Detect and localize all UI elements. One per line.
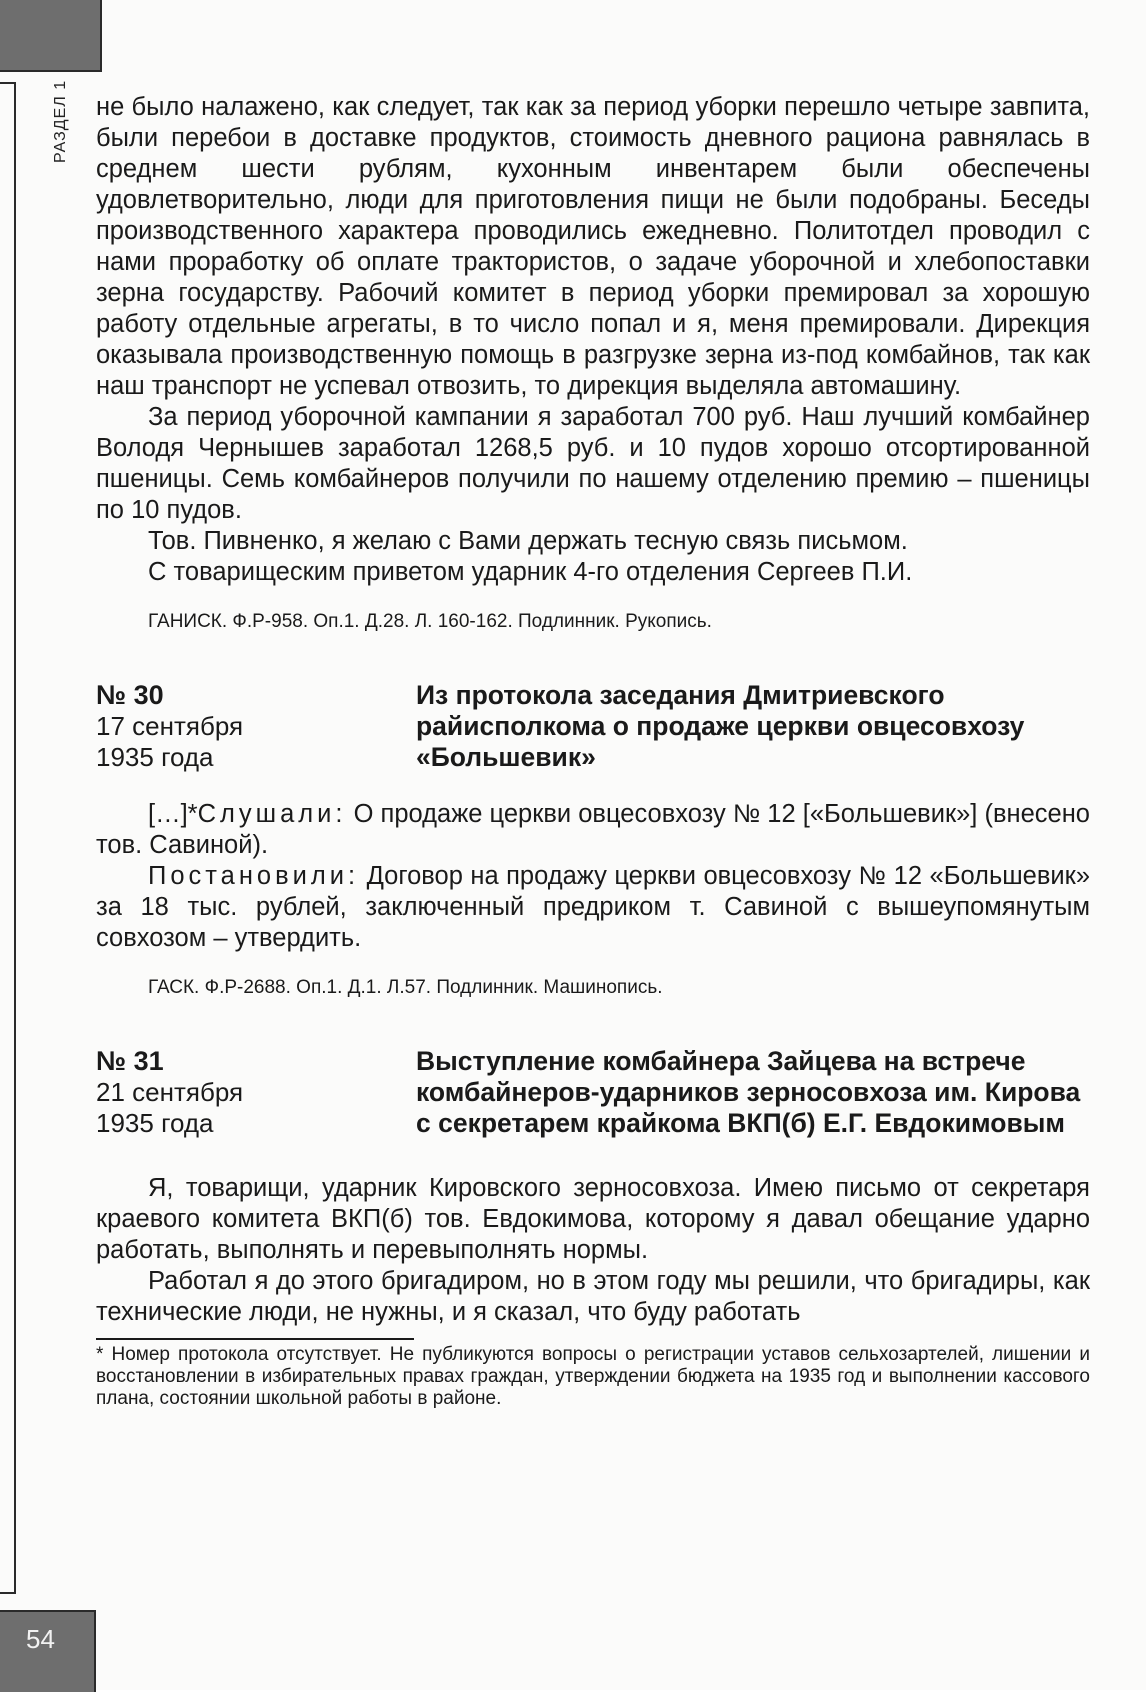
page-number: 54 (26, 1624, 55, 1654)
paragraph (96, 861, 1090, 954)
document-header-31 (96, 1046, 1090, 1139)
document-title: Из протокола заседания Дмитриевского райисполкома о продаже церкви овцесовхозу «Большевик» (416, 680, 1025, 772)
document-meta (96, 1046, 416, 1139)
document-header-30 (96, 680, 1090, 773)
archive-source: ГАСК. Ф.Р-2688. Оп.1. Д.1. Л.57. Подлинник. Машинопись. (148, 977, 663, 998)
paragraph-text: Договор на продажу церкви овцесовхозу № 12 «Большевик» за 18 тыс. рублей, заключенный предриком т. Савиной с вышеупомянутым совхозом – утвердить. (96, 862, 1090, 952)
paragraph (96, 799, 1090, 861)
footnote: * Номер протокола отсутствует. Не публикуются вопросы о регистрации уставов сельхозартелей, лишении и восстановлении в избирательных правах граждан, утверждении бюджета на 1935 год и выполнении кассового плана, состоянии школьной работы в районе. (96, 1344, 1090, 1409)
page-content (96, 92, 1090, 1410)
archive-source: ГАНИСК. Ф.Р-958. Оп.1. Д.28. Л. 160-162. Подлинник. Рукопись. (148, 611, 712, 632)
ellipsis-marker: […]* (148, 800, 198, 828)
document-number: № 30 (96, 680, 164, 710)
document-meta (96, 680, 416, 773)
paragraph-text: О продаже церкви овцесовхозу № 12 [«Большевик»] (внесено тов. Савиной). (96, 800, 1090, 859)
document-date: 21 сентября (96, 1077, 244, 1107)
spaced-heading: Слушали: (197, 800, 347, 828)
paragraph: Работал я до этого бригадиром, но в этом году мы решили, что бригадиры, как технические люди, не нужны, и я сказал, что буду работать (96, 1267, 1090, 1326)
document-date: 17 сентября (96, 711, 244, 741)
document-year: 1935 года (96, 742, 214, 772)
paragraph: не было налажено, как следует, так как за период уборки перешло четыре завпита, были перебои в доставке продуктов, стоимость дневного рациона равнялась в среднем шести рублям, кухонным инвентарем были обеспечены удовлетворительно, люди для приготовления пищи не были подобраны. Беседы производственного характера проводились ежедневно. Политотдел проводил с нами проработку об оплате трактористов, о задаче уборочной и хлебопоставки зерна государству. Рабочий комитет в период уборки премировал за хорошую работу отдельные агрегаты, в то число попал и я, меня премировали. Дирекция оказывала производственную помощь в разгрузке зерна из-под комбайнов, так как наш транспорт не успевал отвозить, то дирекция выделяла автомашину. (96, 93, 1090, 400)
paragraph: Я, товарищи, ударник Кировского зерносовхоза. Имею письмо от секретаря краевого комитета ВКП(б) тов. Евдокимова, которому я давал обещание ударно работать, выполнять и перевыполнять нормы. (96, 1174, 1090, 1264)
document-title: Выступление комбайнера Зайцева на встрече комбайнеров-ударников зерносовхоза им. Кирова с секретарем крайкома ВКП(б) Е.Г. Евдокимовым (416, 1046, 1081, 1138)
document-number: № 31 (96, 1046, 164, 1076)
paragraph: Тов. Пивненко, я желаю с Вами держать тесную связь письмом. (148, 527, 908, 555)
margin-frame (0, 82, 16, 1594)
paragraph: С товарищеским приветом ударник 4-го отделения Сергеев П.И. (148, 558, 913, 586)
section-label: РАЗДЕЛ 1 (52, 80, 69, 164)
spaced-heading: Постановили: (148, 862, 360, 890)
paragraph: За период уборочной кампании я заработал 700 руб. Наш лучший комбайнер Володя Чернышев заработал 1268,5 руб. и 10 пудов хорошо отсортированной пшеницы. Семь комбайнеров получили по нашему отделению премию – пшеницы по 10 пудов. (96, 403, 1090, 524)
corner-tab (0, 0, 102, 72)
document-year: 1935 года (96, 1108, 214, 1138)
footnote-divider (96, 1338, 414, 1340)
